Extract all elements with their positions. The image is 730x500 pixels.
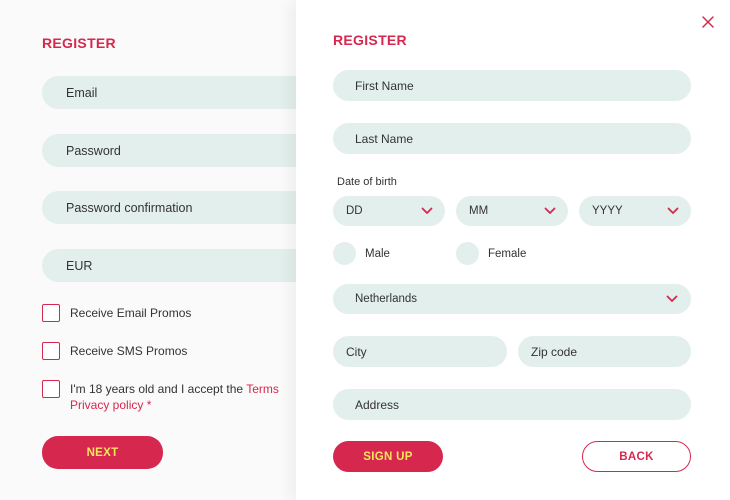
country-value: Netherlands xyxy=(355,293,418,305)
sms-promos-checkbox[interactable] xyxy=(42,342,60,360)
sms-promos-row xyxy=(42,342,187,360)
required-asterisk: * xyxy=(143,398,152,412)
gender-female-option[interactable] xyxy=(456,242,526,265)
city-field[interactable] xyxy=(333,336,507,367)
chevron-down-icon xyxy=(666,295,678,303)
last-name-field[interactable] xyxy=(333,123,691,154)
gender-female-label: Female xyxy=(488,247,527,260)
terms-prefix: I'm 18 years old and I accept the xyxy=(70,382,247,396)
month-select[interactable] xyxy=(456,196,568,226)
chevron-down-icon xyxy=(421,207,433,215)
password-field[interactable] xyxy=(42,134,296,167)
email-promos-checkbox[interactable] xyxy=(42,304,60,322)
year-select[interactable] xyxy=(579,196,691,226)
terms-checkbox[interactable] xyxy=(42,380,60,398)
terms-label xyxy=(70,381,279,413)
sms-promos-label: Receive SMS Promos xyxy=(70,344,188,358)
address-placeholder: Address xyxy=(355,397,400,412)
city-placeholder: City xyxy=(346,344,367,359)
register-title: REGISTER xyxy=(42,35,116,51)
register-step-one-panel xyxy=(0,0,296,500)
chevron-down-icon xyxy=(667,207,679,215)
sign-up-button[interactable]: SIGN UP xyxy=(333,441,443,472)
last-name-placeholder: Last Name xyxy=(355,131,414,146)
email-promos-label: Receive Email Promos xyxy=(70,306,192,320)
email-promos-row xyxy=(42,304,191,322)
currency-value: EUR xyxy=(66,258,93,273)
first-name-placeholder: First Name xyxy=(355,78,414,93)
gender-female-radio[interactable] xyxy=(456,242,479,265)
gender-male-radio[interactable] xyxy=(333,242,356,265)
chevron-down-icon xyxy=(544,207,556,215)
country-select[interactable] xyxy=(333,284,691,314)
date-of-birth-label: Date of birth xyxy=(337,176,397,188)
terms-row xyxy=(42,380,296,413)
close-icon[interactable] xyxy=(700,14,716,30)
privacy-policy-link[interactable]: Privacy policy xyxy=(70,398,144,412)
email-placeholder: Email xyxy=(66,85,98,100)
address-field[interactable] xyxy=(333,389,691,420)
gender-male-label: Male xyxy=(365,247,390,260)
zip-code-placeholder: Zip code xyxy=(531,344,578,359)
terms-link[interactable]: Terms xyxy=(246,382,279,396)
day-placeholder: DD xyxy=(346,205,363,217)
password-placeholder: Password xyxy=(66,143,121,158)
day-select[interactable] xyxy=(333,196,445,226)
year-placeholder: YYYY xyxy=(592,205,623,217)
register-title-step-two: REGISTER xyxy=(333,32,407,48)
currency-select[interactable] xyxy=(42,249,296,282)
password-confirmation-placeholder: Password confirmation xyxy=(66,200,193,215)
email-field[interactable] xyxy=(42,76,296,109)
back-button[interactable]: BACK xyxy=(582,441,691,472)
zip-code-field[interactable] xyxy=(518,336,691,367)
month-placeholder: MM xyxy=(469,205,489,217)
next-button[interactable]: NEXT xyxy=(42,436,163,469)
gender-male-option[interactable] xyxy=(333,242,390,265)
first-name-field[interactable] xyxy=(333,70,691,101)
password-confirmation-field[interactable] xyxy=(42,191,296,224)
